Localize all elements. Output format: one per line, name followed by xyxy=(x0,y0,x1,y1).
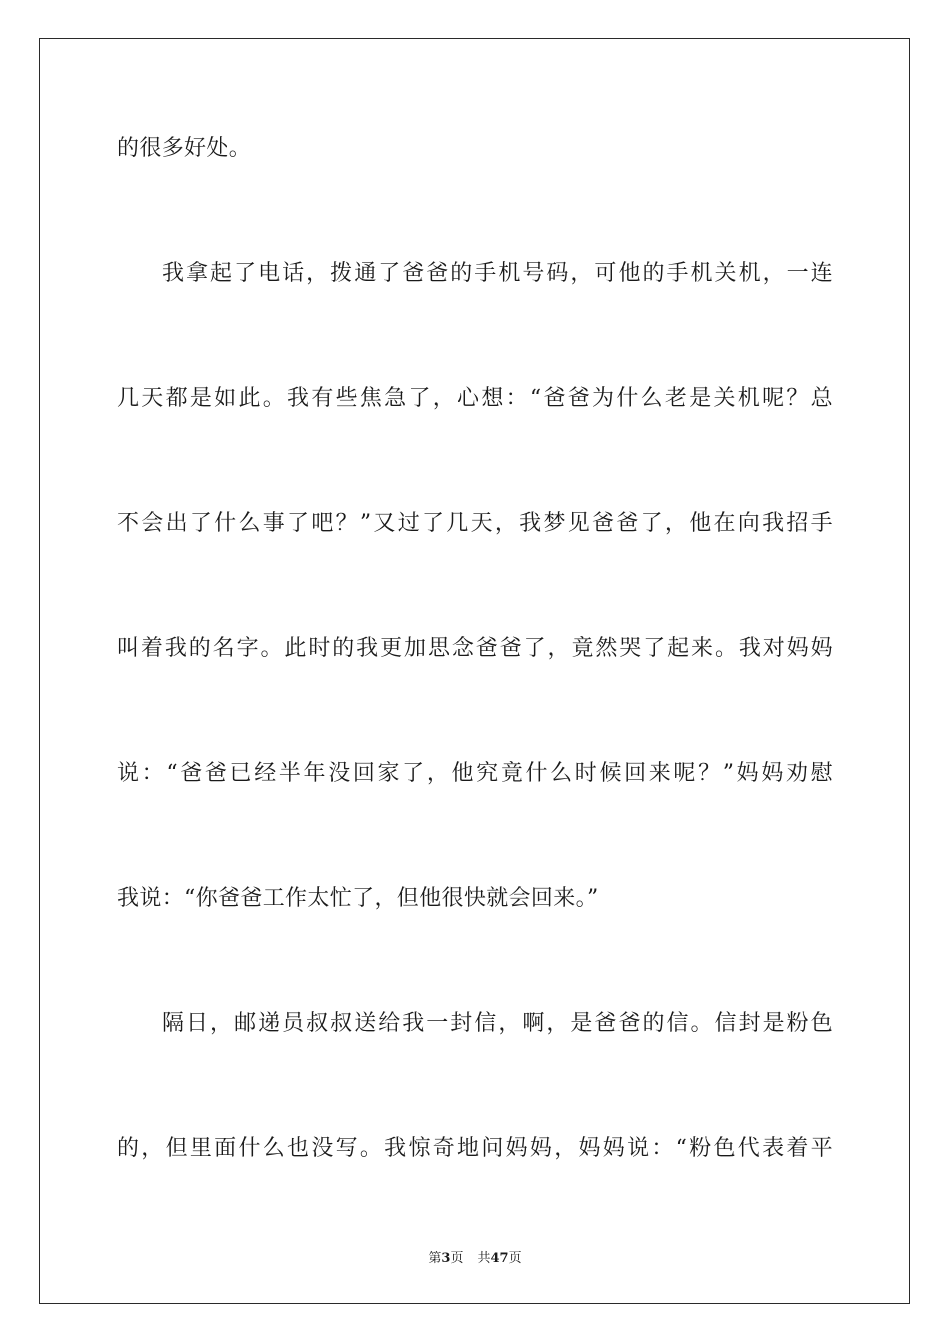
text-line: 说：“爸爸已经半年没回家了，他究竟什么时候回来呢？”妈妈劝慰 xyxy=(117,761,833,786)
total-label-suffix: 页 xyxy=(508,1251,522,1266)
text-line: 的，但里面什么也没写。我惊奇地问妈妈，妈妈说：“粉色代表着平 xyxy=(117,1136,833,1161)
page-label-suffix: 页 xyxy=(450,1251,464,1266)
text-line: 我说：“你爸爸工作太忙了，但他很快就会回来。” xyxy=(117,886,599,911)
text-line: 隔日，邮递员叔叔送给我一封信，啊，是爸爸的信。信封是粉色 xyxy=(162,1011,833,1036)
text-line: 不会出了什么事了吧？”又过了几天，我梦见爸爸了，他在向我招手 xyxy=(117,511,833,536)
text-line: 我拿起了电话，拨通了爸爸的手机号码，可他的手机关机，一连 xyxy=(162,261,833,286)
page-number: 3 xyxy=(441,1251,451,1266)
text-line: 几天都是如此。我有些焦急了，心想：“爸爸为什么老是关机呢？总 xyxy=(117,386,833,411)
page-label-prefix: 第 xyxy=(428,1251,442,1266)
page-border xyxy=(39,38,910,1304)
total-label-prefix: 共 xyxy=(477,1251,491,1266)
total-pages: 47 xyxy=(490,1251,509,1266)
text-line: 叫着我的名字。此时的我更加思念爸爸了，竟然哭了起来。我对妈妈 xyxy=(117,636,833,661)
text-line: 的很多好处。 xyxy=(117,136,252,161)
page-footer xyxy=(0,1247,950,1266)
